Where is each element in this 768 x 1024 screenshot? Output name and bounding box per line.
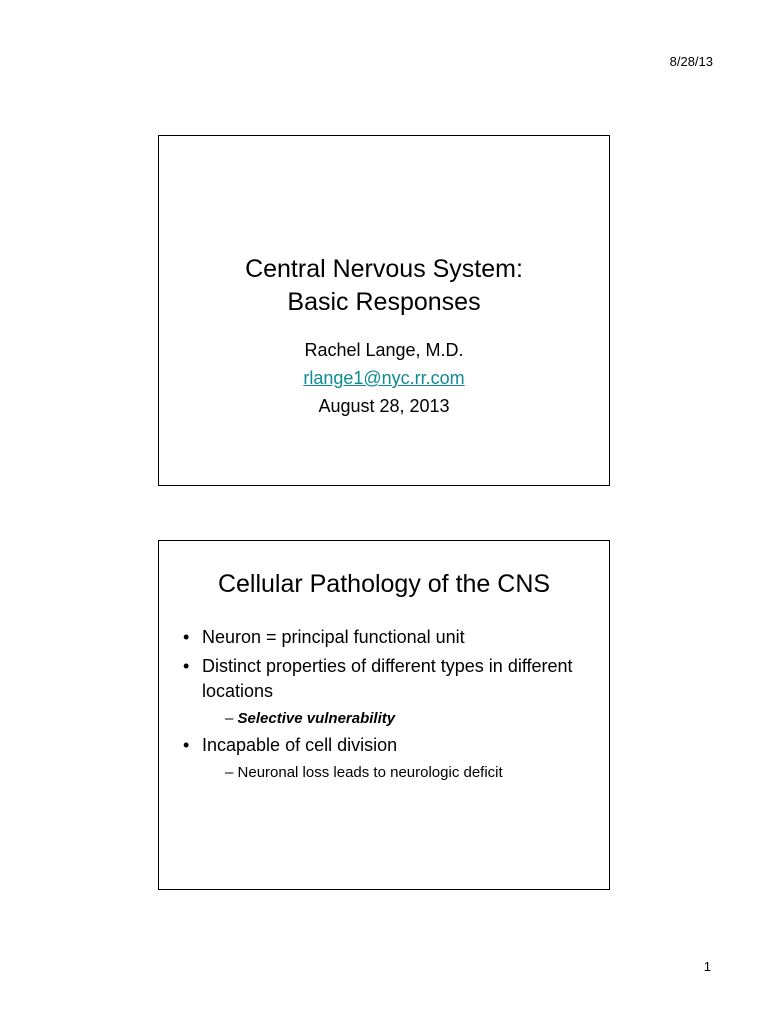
bullet-text: Distinct properties of different types in different locations <box>202 656 573 701</box>
bullet-marker: • <box>183 627 190 647</box>
bullet-item <box>183 625 591 650</box>
bullet-marker: • <box>183 735 190 755</box>
page-number: 1 <box>703 959 711 974</box>
bullet-item <box>183 733 591 783</box>
bullet-item <box>183 654 591 729</box>
content-slide <box>158 540 610 890</box>
header-date: 8/28/13 <box>669 54 713 69</box>
bullet-list <box>183 625 591 787</box>
sub-bullet-item <box>202 709 591 729</box>
sub-bullet-dash: – <box>225 710 234 727</box>
bullet-text: Incapable of cell division <box>202 735 398 755</box>
email-link[interactable]: rlange1@nyc.rr.com <box>303 368 465 388</box>
title-slide <box>158 135 610 486</box>
slide-title: Cellular Pathology of the CNS <box>217 570 551 598</box>
author-name: Rachel Lange, M.D. <box>304 340 464 360</box>
title-line-2: Basic Responses <box>287 288 481 316</box>
bullet-marker: • <box>183 656 190 676</box>
sub-bullet-item <box>202 763 591 783</box>
sub-bullet-text: Selective vulnerability <box>237 710 396 727</box>
presenter-info <box>159 336 609 420</box>
sub-bullet-text: Neuronal loss leads to neurologic deficit <box>237 764 503 781</box>
sub-bullet-dash: – <box>225 764 234 781</box>
bullet-text: Neuron = principal functional unit <box>202 627 465 647</box>
title-line-1: Central Nervous System: <box>245 255 523 283</box>
title-slide-heading <box>159 253 609 319</box>
presentation-date: August 28, 2013 <box>318 396 450 416</box>
